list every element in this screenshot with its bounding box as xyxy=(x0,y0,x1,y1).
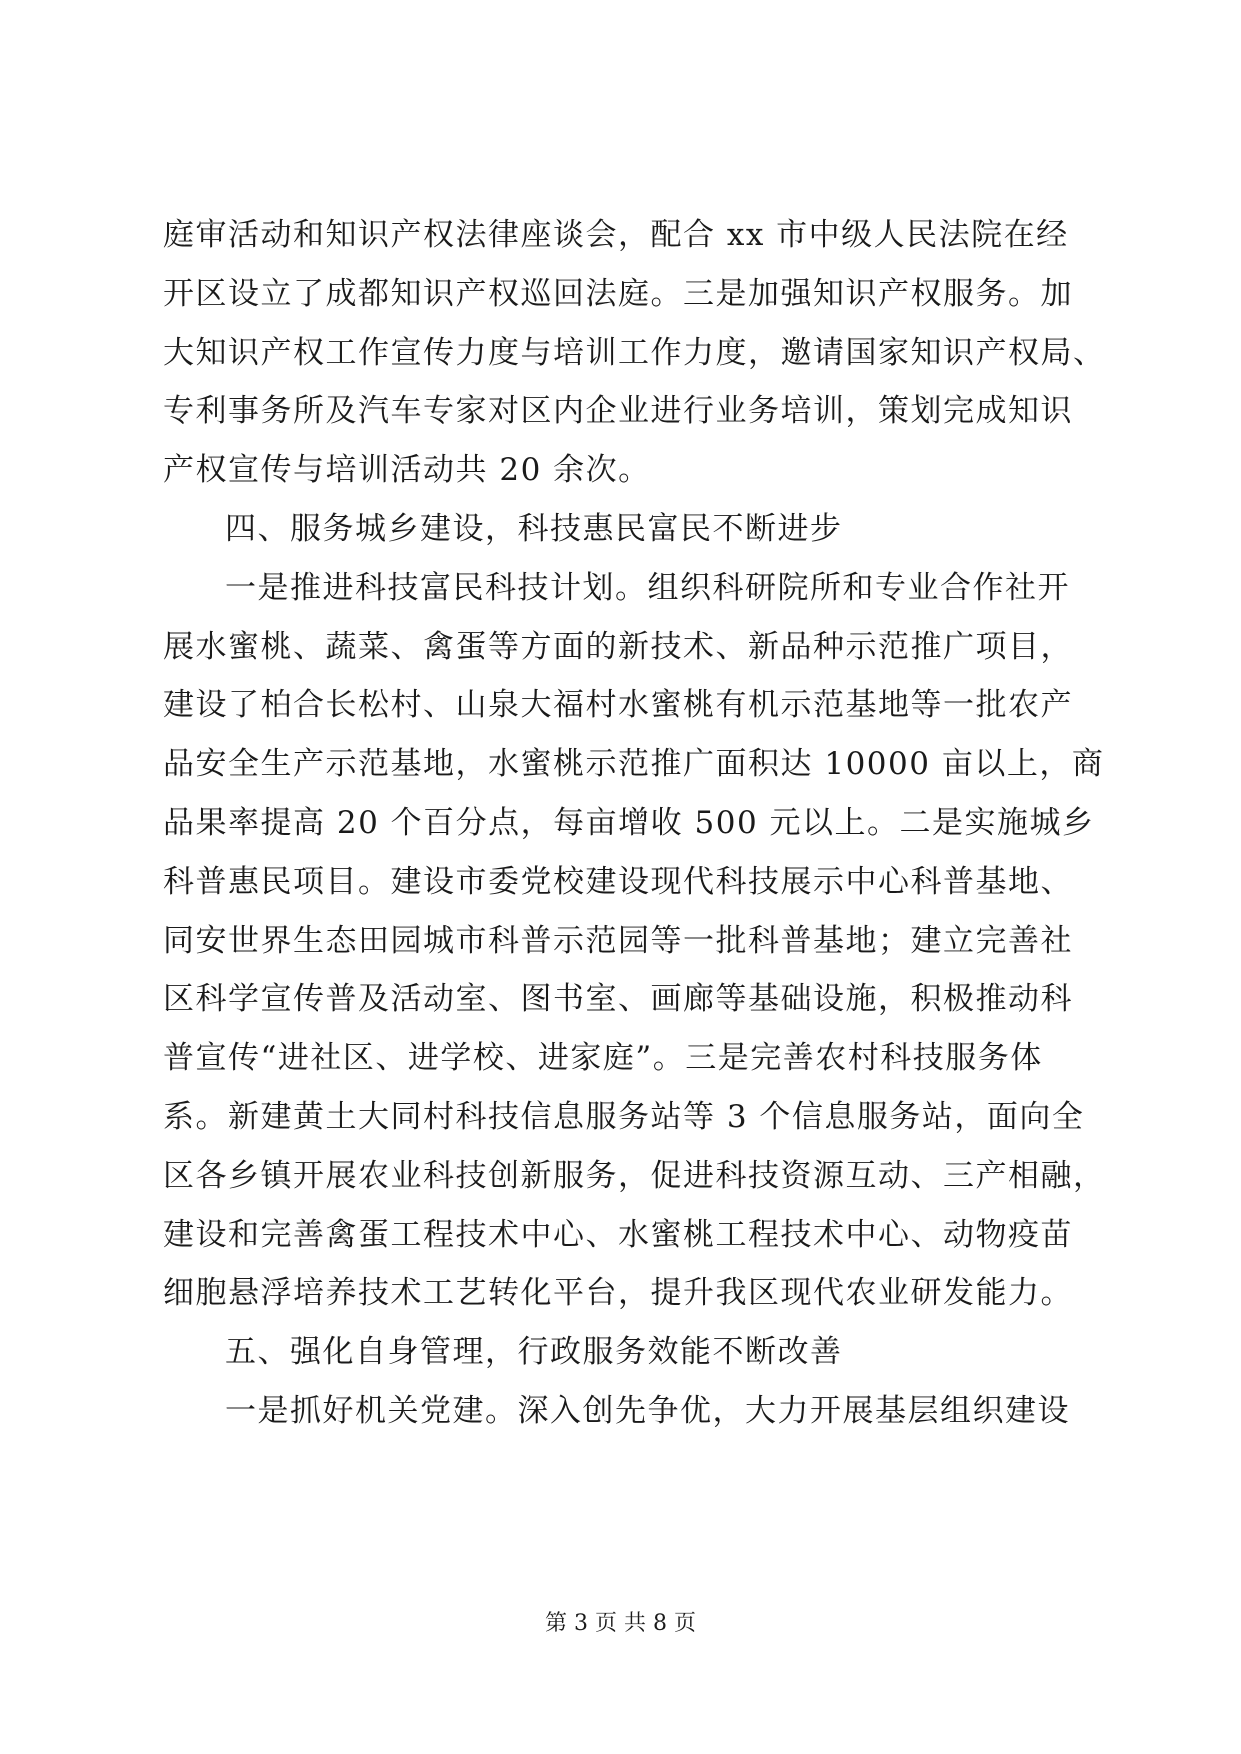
text-line: 产权宣传与培训活动共 20 余次。 xyxy=(163,452,651,489)
text-line: 区科学宣传普及活动室、图书室、画廊等基础设施，积极推动科 xyxy=(163,981,1073,1018)
text-line: 建设了柏合长松村、山泉大福村水蜜桃有机示范基地等一批农产 xyxy=(163,687,1073,724)
text-line: 专利事务所及汽车专家对区内企业进行业务培训，策划完成知识 xyxy=(163,393,1073,430)
section-heading: 五、强化自身管理，行政服务效能不断改善 xyxy=(225,1334,843,1371)
text-line: 品果率提高 20 个百分点，每亩增收 500 元以上。二是实施城乡 xyxy=(163,804,1095,841)
text-line: 区各乡镇开展农业科技创新服务，促进科技资源互动、三产相融， xyxy=(163,1157,1106,1194)
text-line: 展水蜜桃、蔬菜、禽蛋等方面的新技术、新品种示范推广项目， xyxy=(163,628,1073,665)
text-line: 普宣传“进社区、进学校、进家庭”。三是完善农村科技服务体 xyxy=(163,1040,1043,1077)
paragraph-start: 一是推进科技富民科技计划。组织科研院所和专业合作社开 xyxy=(225,569,1070,606)
page-footer: 第 3 页 共 8 页 xyxy=(545,1611,696,1636)
body-text xyxy=(163,206,1106,1441)
text-line: 品安全生产示范基地，水蜜桃示范推广面积达 10000 亩以上，商 xyxy=(163,746,1105,783)
paragraph-start: 一是抓好机关党建。深入创先争优，大力开展基层组织建设 xyxy=(225,1392,1070,1429)
text-line: 细胞悬浮培养技术工艺转化平台，提升我区现代农业研发能力。 xyxy=(163,1275,1073,1312)
text-line: 庭审活动和知识产权法律座谈会，配合 xx 市中级人民法院在经 xyxy=(163,217,1069,253)
text-line: 同安世界生态田园城市科普示范园等一批科普基地；建立完善社 xyxy=(163,922,1073,959)
text-line: 科普惠民项目。建设市委党校建设现代科技展示中心科普基地、 xyxy=(163,863,1073,900)
text-line: 大知识产权工作宣传力度与培训工作力度，邀请国家知识产权局、 xyxy=(163,334,1106,371)
text-line: 建设和完善禽蛋工程技术中心、水蜜桃工程技术中心、动物疫苗 xyxy=(163,1216,1073,1253)
section-heading: 四、服务城乡建设，科技惠民富民不断进步 xyxy=(225,510,843,547)
text-line: 系。新建黄土大同村科技信息服务站等 3 个信息服务站，面向全 xyxy=(163,1098,1085,1135)
text-line: 开区设立了成都知识产权巡回法庭。三是加强知识产权服务。加 xyxy=(163,275,1073,312)
